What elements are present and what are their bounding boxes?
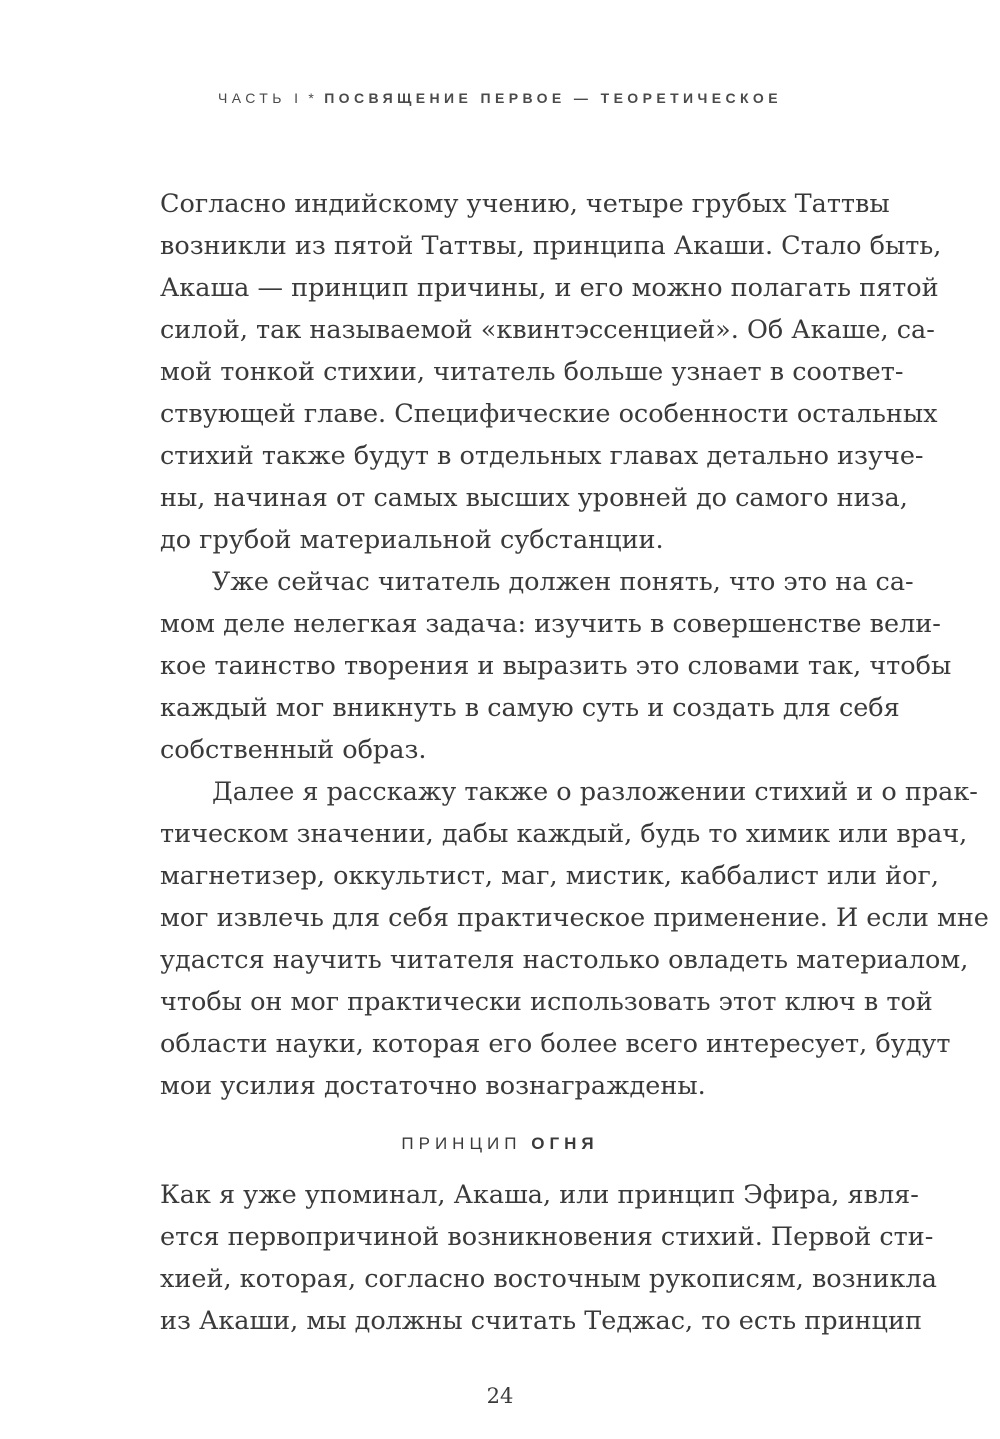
text-line: тическом значении, дабы каждый, будь то химик или врач, [160,819,968,849]
text-line: ствующей главе. Специфические особенности остальных [160,399,938,429]
section-heading-normal: ПРИНЦИП [401,1134,522,1153]
text-line: хией, которая, согласно восточным рукописям, возникла [160,1264,937,1294]
text-line: ется первопричиной возникновения стихий. Первой сти- [160,1222,934,1252]
text-line: области науки, которая его более всего интересует, будут [160,1029,951,1059]
header-chapter-title: ПОСВЯЩЕНИЕ ПЕРВОЕ — ТЕОРЕТИЧЕСКОЕ [324,90,782,106]
text-line: мог извлечь для себя практическое применение. И если мне [160,903,989,933]
text-line: возникли из пятой Таттвы, принципа Акаши. Стало быть, [160,231,942,261]
text-line: кое таинство творения и выразить это словами так, чтобы [160,651,952,681]
text-line: собственный образ. [160,735,427,765]
text-line: мой тонкой стихии, читатель больше узнает в соответ- [160,357,904,387]
text-line: чтобы он мог практически использовать этот ключ в той [160,987,933,1017]
text-line: Как я уже упоминал, Акаша, или принцип Эфира, явля- [160,1180,919,1210]
section-heading-bold: ОГНЯ [531,1134,599,1153]
page-number: 24 [486,1384,514,1408]
text-line: Уже сейчас читатель должен понять, что это на са- [212,567,914,597]
text-line: каждый мог вникнуть в самую суть и создать для себя [160,693,900,723]
text-line: из Акаши, мы должны считать Теджас, то есть принцип [160,1306,922,1336]
text-line: до грубой материальной субстанции. [160,525,664,555]
text-line: Далее я расскажу также о разложении стихий и о прак- [212,777,978,807]
text-line: удастся научить читателя настолько овладеть материалом, [160,945,969,975]
text-line: ны, начиная от самых высших уровней до самого низа, [160,483,908,513]
text-line: Акаша — принцип причины, и его можно полагать пятой [160,273,939,303]
text-line: силой, так называемой «квинтэссенцией». Об Акаше, са- [160,315,935,345]
running-header [0,90,1000,106]
text-line: мои усилия достаточно вознаграждены. [160,1071,706,1101]
section-heading [0,1134,1000,1154]
text-line: стихий также будут в отдельных главах детально изуче- [160,441,924,471]
header-separator: * [308,90,319,106]
text-line: магнетизер, оккультист, маг, мистик, каббалист или йог, [160,861,939,891]
header-part: ЧАСТЬ I [218,90,303,106]
text-line: мом деле нелегкая задача: изучить в совершенстве вели- [160,609,941,639]
text-line: Согласно индийскому учению, четыре грубых Таттвы [160,189,890,219]
